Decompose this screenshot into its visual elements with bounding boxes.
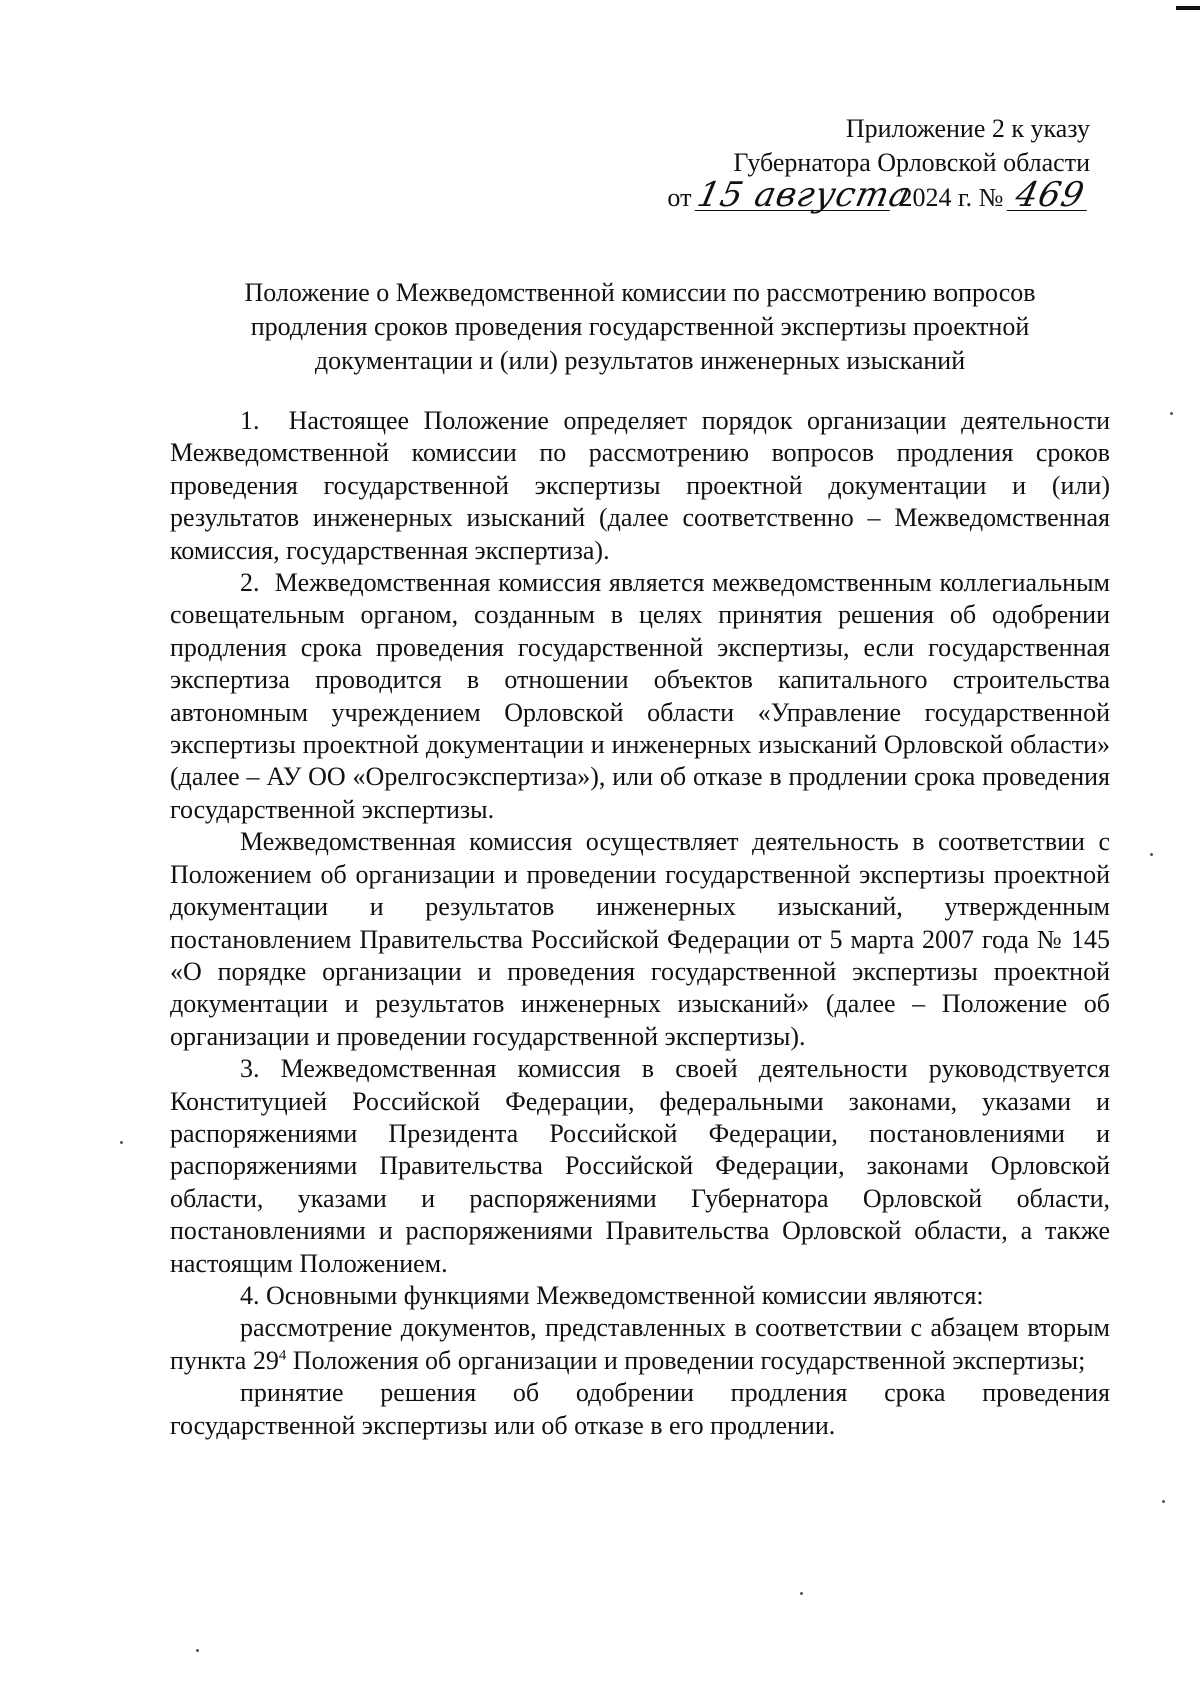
paragraph-6 [170,1312,1110,1377]
scan-speck [120,1141,123,1144]
paragraph-6-text: рассмотрение документов, представленных в соответствии с абзацем вторым пункта 29 [170,1313,1110,1375]
document-title [170,276,1110,378]
document-body [170,405,1110,1442]
appendix-line-2: Губернатора Орловской области [733,148,1090,177]
scan-speck [1170,412,1173,415]
year-number-label: 2024 г. № [899,183,1004,212]
scan-speck [1150,853,1153,856]
appendix-header [570,112,1090,215]
handwritten-date: 15 августа [693,175,915,215]
scan-speck [800,1592,803,1595]
paragraph-5: 4. Основными функциями Межведомственной комиссии являются: [240,1280,984,1310]
paragraph-6-superscript: 4 [278,1347,287,1364]
appendix-line-1: Приложение 2 к указу [845,114,1090,143]
scan-corner-mark [1176,6,1200,10]
paragraph-6-text-end: Положения об организации и проведении государственной экспертизы; [286,1345,1086,1375]
appendix-date-line [570,175,1090,215]
title-line-3: документации и (или) результатов инженерных изысканий [314,346,966,375]
paragraph-1: 1. Настоящее Положение определяет порядок организации деятельности Межведомственной комиссии по рассмотрению вопросов продления сроков проведения государственной экспертизы проектной документации и (или) результатов инженерных изысканий (далее соответственно – Межведомственная комиссия, государственная экспертиза). [170,406,1110,565]
title-line-2: продления сроков проведения государственной экспертизы проектной [250,312,1030,341]
paragraph-4: 3. Межведомственная комиссия в своей деятельности руководствуется Конституцией Российской Федерации, федеральными законами, указами и распоряжениями Президента Российской Федерации, постановлениями и распоряжениями Правительства Российской Федерации, законами Орловской области, указами и распоряжениями Губернатора Орловской области, постановлениями и распоряжениями Правительства Орловской области, а также настоящим Положением. [170,1054,1110,1278]
paragraph-3: Межведомственная комиссия осуществляет деятельность в соответствии с Положением об организации и проведении государственной экспертизы проектной документации и результатов инженерных изысканий, утвержденным постановлением Правительства Российской Федерации от 5 марта 2007 года № 145 «О порядке организации и проведения государственной экспертизы проектной документации и результатов инженерных изысканий» (далее – Положение об организации и проведении государственной экспертизы). [170,827,1110,1051]
scan-speck [1162,1500,1165,1503]
handwritten-number: 469 [1007,180,1094,211]
paragraph-7: принятие решения об одобрении продления срока проведения государственной экспертизы или об отказе в его продлении. [170,1378,1110,1440]
scan-speck [196,1649,199,1652]
paragraph-2: 2. Межведомственная комиссия является межведомственным коллегиальным совещательным органом, созданным в целях принятия решения об одобрении продления срока проведения государственной экспертизы, если государственная экспертиза проводится в отношении объектов капитального строительства автономным учреждением Орловской области «Управление государственной экспертизы проектной документации и инженерных изысканий Орловской области» (далее – АУ ОО «Орелгосэкспертиза»), или об отказе в продлении срока проведения государственной экспертизы. [170,568,1110,824]
title-line-1: Положение о Межведомственной комиссии по рассмотрению вопросов [244,278,1036,307]
from-prefix: от [667,183,692,212]
